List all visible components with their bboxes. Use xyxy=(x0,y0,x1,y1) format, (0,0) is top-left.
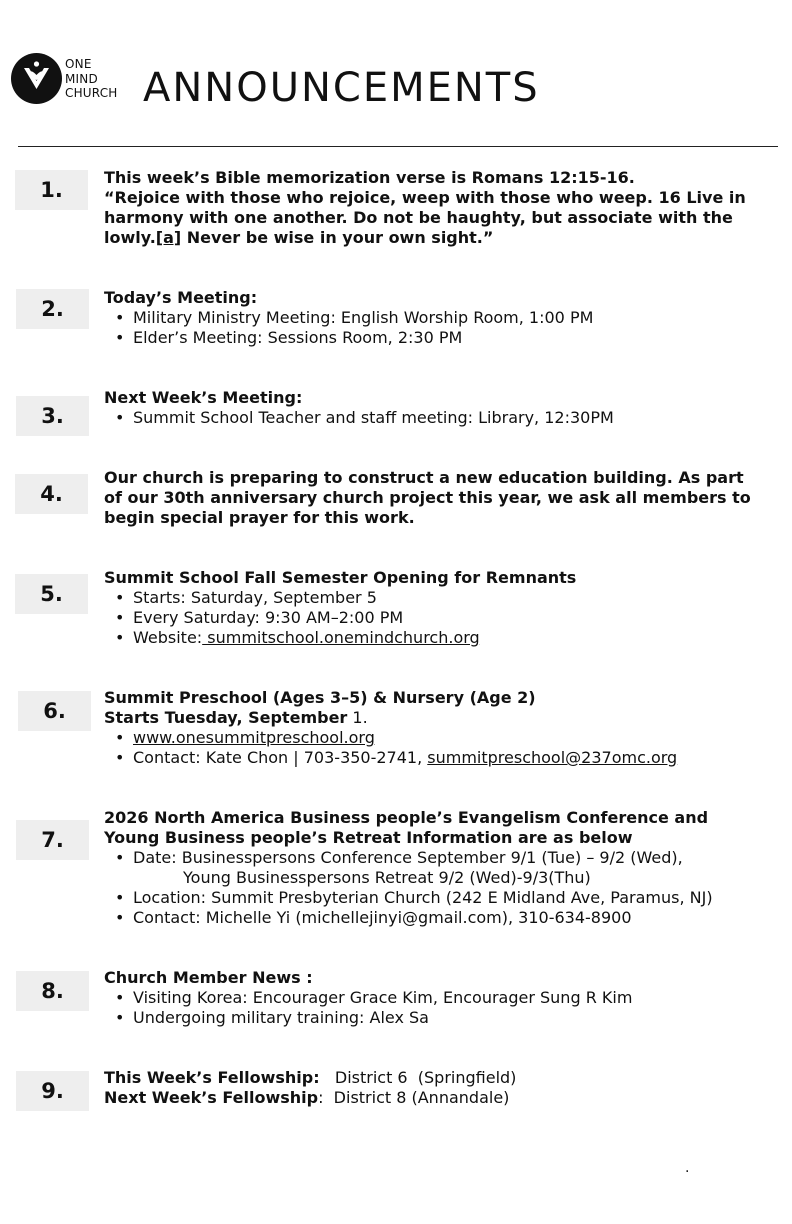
start-date-label: Starts Tuesday, September xyxy=(104,708,348,727)
page-title: ANNOUNCEMENTS xyxy=(143,65,540,111)
announcement-2-heading: Today’s Meeting: xyxy=(104,288,258,307)
list-item-contact xyxy=(104,748,677,768)
announcement-2-list xyxy=(104,308,593,348)
announcement-6-heading: Summit Preschool (Ages 3–5) & Nursery (Age 2) xyxy=(104,688,536,707)
item-number-3: 3. xyxy=(16,396,89,436)
announcement-5-heading: Summit School Fall Semester Opening for Remnants xyxy=(104,568,577,587)
list-item: • Starts: Saturday, September 5 xyxy=(104,588,576,608)
verse-text: “Rejoice with those who rejoice, weep with those who weep. 16 Live in harmony with one another. Do not be haughty, but associate with the lowly. xyxy=(104,188,746,247)
logo-line-church: CHURCH xyxy=(65,86,118,100)
announcement-1-verse xyxy=(104,188,752,248)
footer-mark: . xyxy=(685,1160,690,1176)
this-week-fellowship-value: District 6 (Springfield) xyxy=(319,1068,517,1087)
announcement-3-list xyxy=(104,408,614,428)
announcement-6 xyxy=(104,688,677,768)
announcement-4 xyxy=(104,468,752,528)
this-week-fellowship xyxy=(104,1068,516,1088)
contact-email-link[interactable]: summitpreschool@237omc.org xyxy=(427,748,678,767)
list-item-website xyxy=(104,628,576,648)
logo-wordmark xyxy=(65,57,118,101)
item-number-7: 7. xyxy=(16,820,89,860)
announcement-1 xyxy=(104,168,752,248)
list-item: • Elder’s Meeting: Sessions Room, 2:30 PM xyxy=(104,328,593,348)
announcement-7-heading-line2: Young Business people’s Retreat Information are as below xyxy=(104,828,633,847)
announcement-1-heading: This week’s Bible memorization verse is Romans 12:15-16. xyxy=(104,168,635,187)
website-link[interactable]: summitschool.onemindchurch.org xyxy=(202,628,480,647)
announcement-6-list xyxy=(104,728,677,768)
announcement-6-subheading xyxy=(104,708,677,728)
header-divider xyxy=(18,146,778,147)
announcement-7 xyxy=(104,808,713,928)
item-number-6: 6. xyxy=(18,691,91,731)
item-number-9: 9. xyxy=(16,1071,89,1111)
preschool-website-link[interactable]: www.onesummitpreschool.org xyxy=(133,728,375,747)
announcement-3-heading: Next Week’s Meeting: xyxy=(104,388,303,407)
announcement-7-list xyxy=(104,848,713,928)
item-number-8: 8. xyxy=(16,971,89,1011)
item-number-1: 1. xyxy=(15,170,88,210)
announcement-7-heading-line1: 2026 North America Business people’s Evangelism Conference and xyxy=(104,808,709,827)
list-item: • Location: Summit Presbyterian Church (242 E Midland Ave, Paramus, NJ) xyxy=(104,888,713,908)
list-item: • Visiting Korea: Encourager Grace Kim, Encourager Sung R Kim xyxy=(104,988,632,1008)
list-item: • Summit School Teacher and staff meeting: Library, 12:30PM xyxy=(104,408,614,428)
announcement-5-list xyxy=(104,588,576,648)
announcement-8-list xyxy=(104,988,632,1028)
website-label: Website: xyxy=(133,628,203,647)
announcement-3 xyxy=(104,388,614,428)
list-item: • Contact: Michelle Yi (michellejinyi@gmail.com), 310-634-8900 xyxy=(104,908,713,928)
list-item: • Military Ministry Meeting: English Worship Room, 1:00 PM xyxy=(104,308,593,328)
this-week-fellowship-label: This Week’s Fellowship: xyxy=(104,1068,320,1087)
list-item: • Every Saturday: 9:30 AM–2:00 PM xyxy=(104,608,576,628)
item-number-5: 5. xyxy=(15,574,88,614)
next-week-fellowship-value: : District 8 (Annandale) xyxy=(318,1088,510,1107)
logo-emblem-icon xyxy=(11,53,62,104)
church-logo xyxy=(11,53,131,107)
contact-label: Contact: Kate Chon | 703-350-2741, xyxy=(133,748,428,767)
list-item: • Date: Businesspersons Conference September 9/1 (Tue) – 9/2 (Wed), xyxy=(104,848,713,868)
announcement-4-text: Our church is preparing to construct a new education building. As part of our 30th anniversary church project this year, we ask all members to begin special prayer for this work. xyxy=(104,468,751,527)
announcement-5 xyxy=(104,568,576,648)
announcement-8 xyxy=(104,968,632,1028)
item-number-4: 4. xyxy=(15,474,88,514)
footnote-link[interactable]: [a] xyxy=(155,228,182,247)
announcement-9 xyxy=(104,1068,516,1108)
next-week-fellowship-label: Next Week’s Fellowship xyxy=(104,1088,319,1107)
logo-line-one: ONE xyxy=(65,57,92,71)
list-item: • Undergoing military training: Alex Sa xyxy=(104,1008,632,1028)
announcement-8-heading: Church Member News : xyxy=(104,968,313,987)
verse-text-end: Never be wise in your own sight.” xyxy=(181,228,494,247)
list-item-continuation: Young Businesspersons Retreat 9/2 (Wed)-9/3(Thu) xyxy=(183,868,591,887)
start-date-day: 1. xyxy=(347,708,368,727)
item-number-2: 2. xyxy=(16,289,89,329)
next-week-fellowship xyxy=(104,1088,516,1108)
announcement-2 xyxy=(104,288,593,348)
list-item-link xyxy=(104,728,677,748)
logo-line-mind: MIND xyxy=(65,71,98,86)
